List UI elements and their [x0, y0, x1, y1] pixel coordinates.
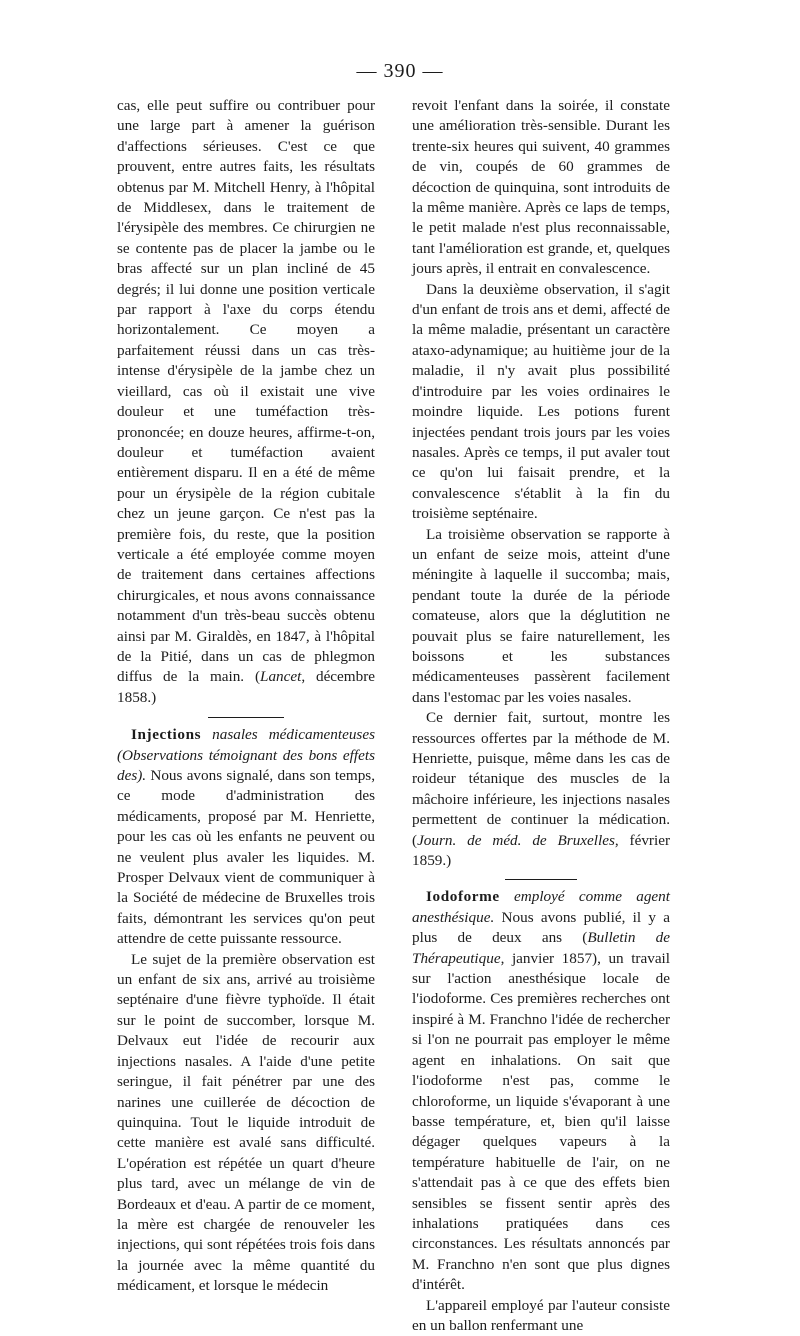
- paragraph: L'appareil employé par l'auteur consiste en un ballon renfermant une: [412, 1296, 670, 1334]
- section-entry-injections: [117, 725, 375, 949]
- citation: Bulletin de Thérapeutique: [412, 929, 670, 967]
- paragraph: cas, elle peut suffire ou contribuer pour une large part à amener la guérison d'affections sérieuses. C'est ce que prouvent, entre autres faits, les résultats obtenus par M. Mitchell Henry, à l'hôpital de Middlesex, dans le traitement de l'érysipèle des membres. Ce chirurgien ne se contente pas de placer la jambe ou le bras affecté sur un plan incliné de 45 degrés; il lui donne une position verticale par rapport à l'axe du corps étendu horizontalement. Ce moyen a parfaitement réussi dans un cas très-intense d'érysipèle de la jambe chez un vieillard, cas où il existait une vive douleur et une tuméfaction très-prononcée; en douze heures, affirme-t-on, douleur et tuméfaction avaient entièrement disparu. Il en a été de même pour un érysipèle de la région cubitale chez un jeune garçon. Ce n'est pas la première fois, du reste, que la position verticale a été employée comme moyen de traitement dans certaines affections chirurgicales, et nous avons connaissance notamment d'un très-beau succès obtenu ainsi par M. Giraldès, en 1847, à l'hôpital de la Pitié, dans un cas de phlegmon diffus de la main. (Lancet, décembre 1858.): [117, 97, 375, 706]
- left-column: [117, 96, 375, 1297]
- paragraph-text: Nous avons signalé, dans son temps, ce mode d'administration des médicaments, proposé par M. Henriette, pour les cas où les enfants ne peuvent ou ne veulent plus avaler les liquides. M. Prosper Delvaux vient de communiquer à la Société de médecine de Bruxelles trois faits, démontrant les services qu'on peut attendre de cette puissante ressource.: [117, 767, 375, 948]
- paragraph: Ce dernier fait, surtout, montre les ressources offertes par la méthode de M. Henriette, puisque, même dans les cas de roideur tétanique des muscles de la mâchoire inférieure, les injections nasales permettent de continuer la médication. (Journ. de méd. de Bruxelles, février 1859.): [412, 709, 671, 870]
- section-divider: [505, 879, 577, 880]
- paragraph: Le sujet de la première observation est un enfant de six ans, arrivé au troisième septénaire d'une fièvre typhoïde. Il était sur le point de succomber, lorsque M. Delvaux eut l'idée de recourir aux injections nasales. A l'aide d'une petite seringue, il fait pénétrer par une des narines une cuillerée de décoction de quinquina. Tout le liquide introduit de cette manière est avalé sans difficulté. L'opération est répétée un quart d'heure plus tard, avec un mélange de vin de Bordeaux et d'eau. A partir de ce moment, la mère est chargée de renouveler les injections, qui sont répétées trois fois dans la journée avec la même quantité du médicament, et lorsque le médecin: [117, 950, 375, 1295]
- section-heading: Iodoforme: [426, 888, 500, 906]
- section-title: nasales médicamenteuses (Observations témoignant des bons effets des).: [117, 726, 375, 784]
- section-heading: Injections: [131, 726, 202, 744]
- paragraph-text: cas, elle peut suffire ou contribuer pour une large part à amener la guérison d'affections sérieuses. C'est ce que prouvent, entre autres faits, les résultats obtenus par M. Mitchell Henry, à l'hôpital de Middlesex, dans le traitement de l'érysipèle des membres. Ce chirurgien ne se contente pas de placer la jambe ou le bras affecté sur un plan incliné de 45 degrés; il lui donne une position verticale par rapport à l'axe du corps étendu horizontalement. Ce moyen a parfaitement réussi dans un cas très-intense d'érysipèle de la jambe chez un vieillard, cas où il existait une vive douleur et une tuméfaction très-prononcée; en douze heures, affirme-t-on, douleur et tuméfaction avaient entièrement disparu. Il en a été de même pour un érysipèle de la région cubitale chez un jeune garçon. Ce n'est pas la première fois, du reste, que la position verticale a été employée comme moyen de traitement dans certaines affections chirurgicales, et nous avons connaissance notamment d'un très-beau succès obtenu ainsi par M. Giraldès, en 1847, à l'hôpital de la Pitié, dans un cas de phlegmon diffus de la main.: [117, 97, 375, 686]
- paragraph-text: Ce dernier fait, surtout, montre les ressources offertes par la méthode de M. Henriette, puisque, même dans les cas de roideur tétanique des muscles de la mâchoire inférieure, les injections nasales permettent de continuer la médication.: [412, 709, 670, 829]
- paragraph: Dans la deuxième observation, il s'agit d'un enfant de trois ans et demi, affecté de la même maladie, présentant un caractère ataxo-adynamique; au huitième jour de la maladie, il n'y avait plus possibilité d'introduire par les voies ordinaires le moindre liquide. Les potions furent injectées pendant trois jours par les voies nasales. Après ce temps, il put avaler tout ce qu'on lui faisait prendre, et la convalescence s'établit à la fin du troisième septénaire.: [412, 280, 670, 523]
- citation: Lancet: [260, 668, 302, 686]
- right-column: [412, 96, 670, 1336]
- section-title: employé comme agent anesthésique.: [412, 888, 670, 926]
- page-number: — 390 —: [356, 60, 444, 82]
- citation: Journ. de méd. de Bruxelles: [417, 831, 615, 849]
- section-divider: [208, 717, 284, 718]
- paragraph: La troisième observation se rapporte à un enfant de seize mois, atteint d'une méningite à laquelle il succomba; mais, pendant toute la durée de la période comateuse, alors que la déglutition ne pouvait plus se faire naturellement, les boissons et les substances médicamenteuses passèrent facilement dans l'estomac par les voies nasales.: [412, 525, 670, 706]
- paragraph: revoit l'enfant dans la soirée, il constate une amélioration très-sensible. Durant les trente-six heures qui suivent, 40 grammes de vin, coupés de 60 grammes de décoction de quinquina, sont introduits de la même manière. Après ce laps de temps, le petit malade n'est plus reconnaissable, tant l'amélioration est grande, et, quelques jours après, il entrait en convalescence.: [412, 97, 670, 278]
- section-entry-iodoforme: Iodoforme employé comme agent anesthésique. Nous avons publié, il y a plus de deux ans (Bulletin de Thérapeutique, janvier 1857), un travail sur l'action anesthésique locale de l'iodoforme. Ces premières recherches ont inspiré à M. Franchno l'idée de rechercher si l'on ne pourrait pas employer le même agent en inhalations. On sait que l'iodoforme n'est pas, comme le chloroforme, un liquide s'évaporant à une basse température, et, bien qu'il laisse dégager quelques vapeurs à la température habituelle de l'air, on ne s'attendait pas à ce que des effets bien sensibles se fissent sentir après des inhalations pratiquées dans ces circonstances. Les résultats annoncés par M. Franchno n'en sont que plus dignes d'intérêt.: [412, 888, 670, 1294]
